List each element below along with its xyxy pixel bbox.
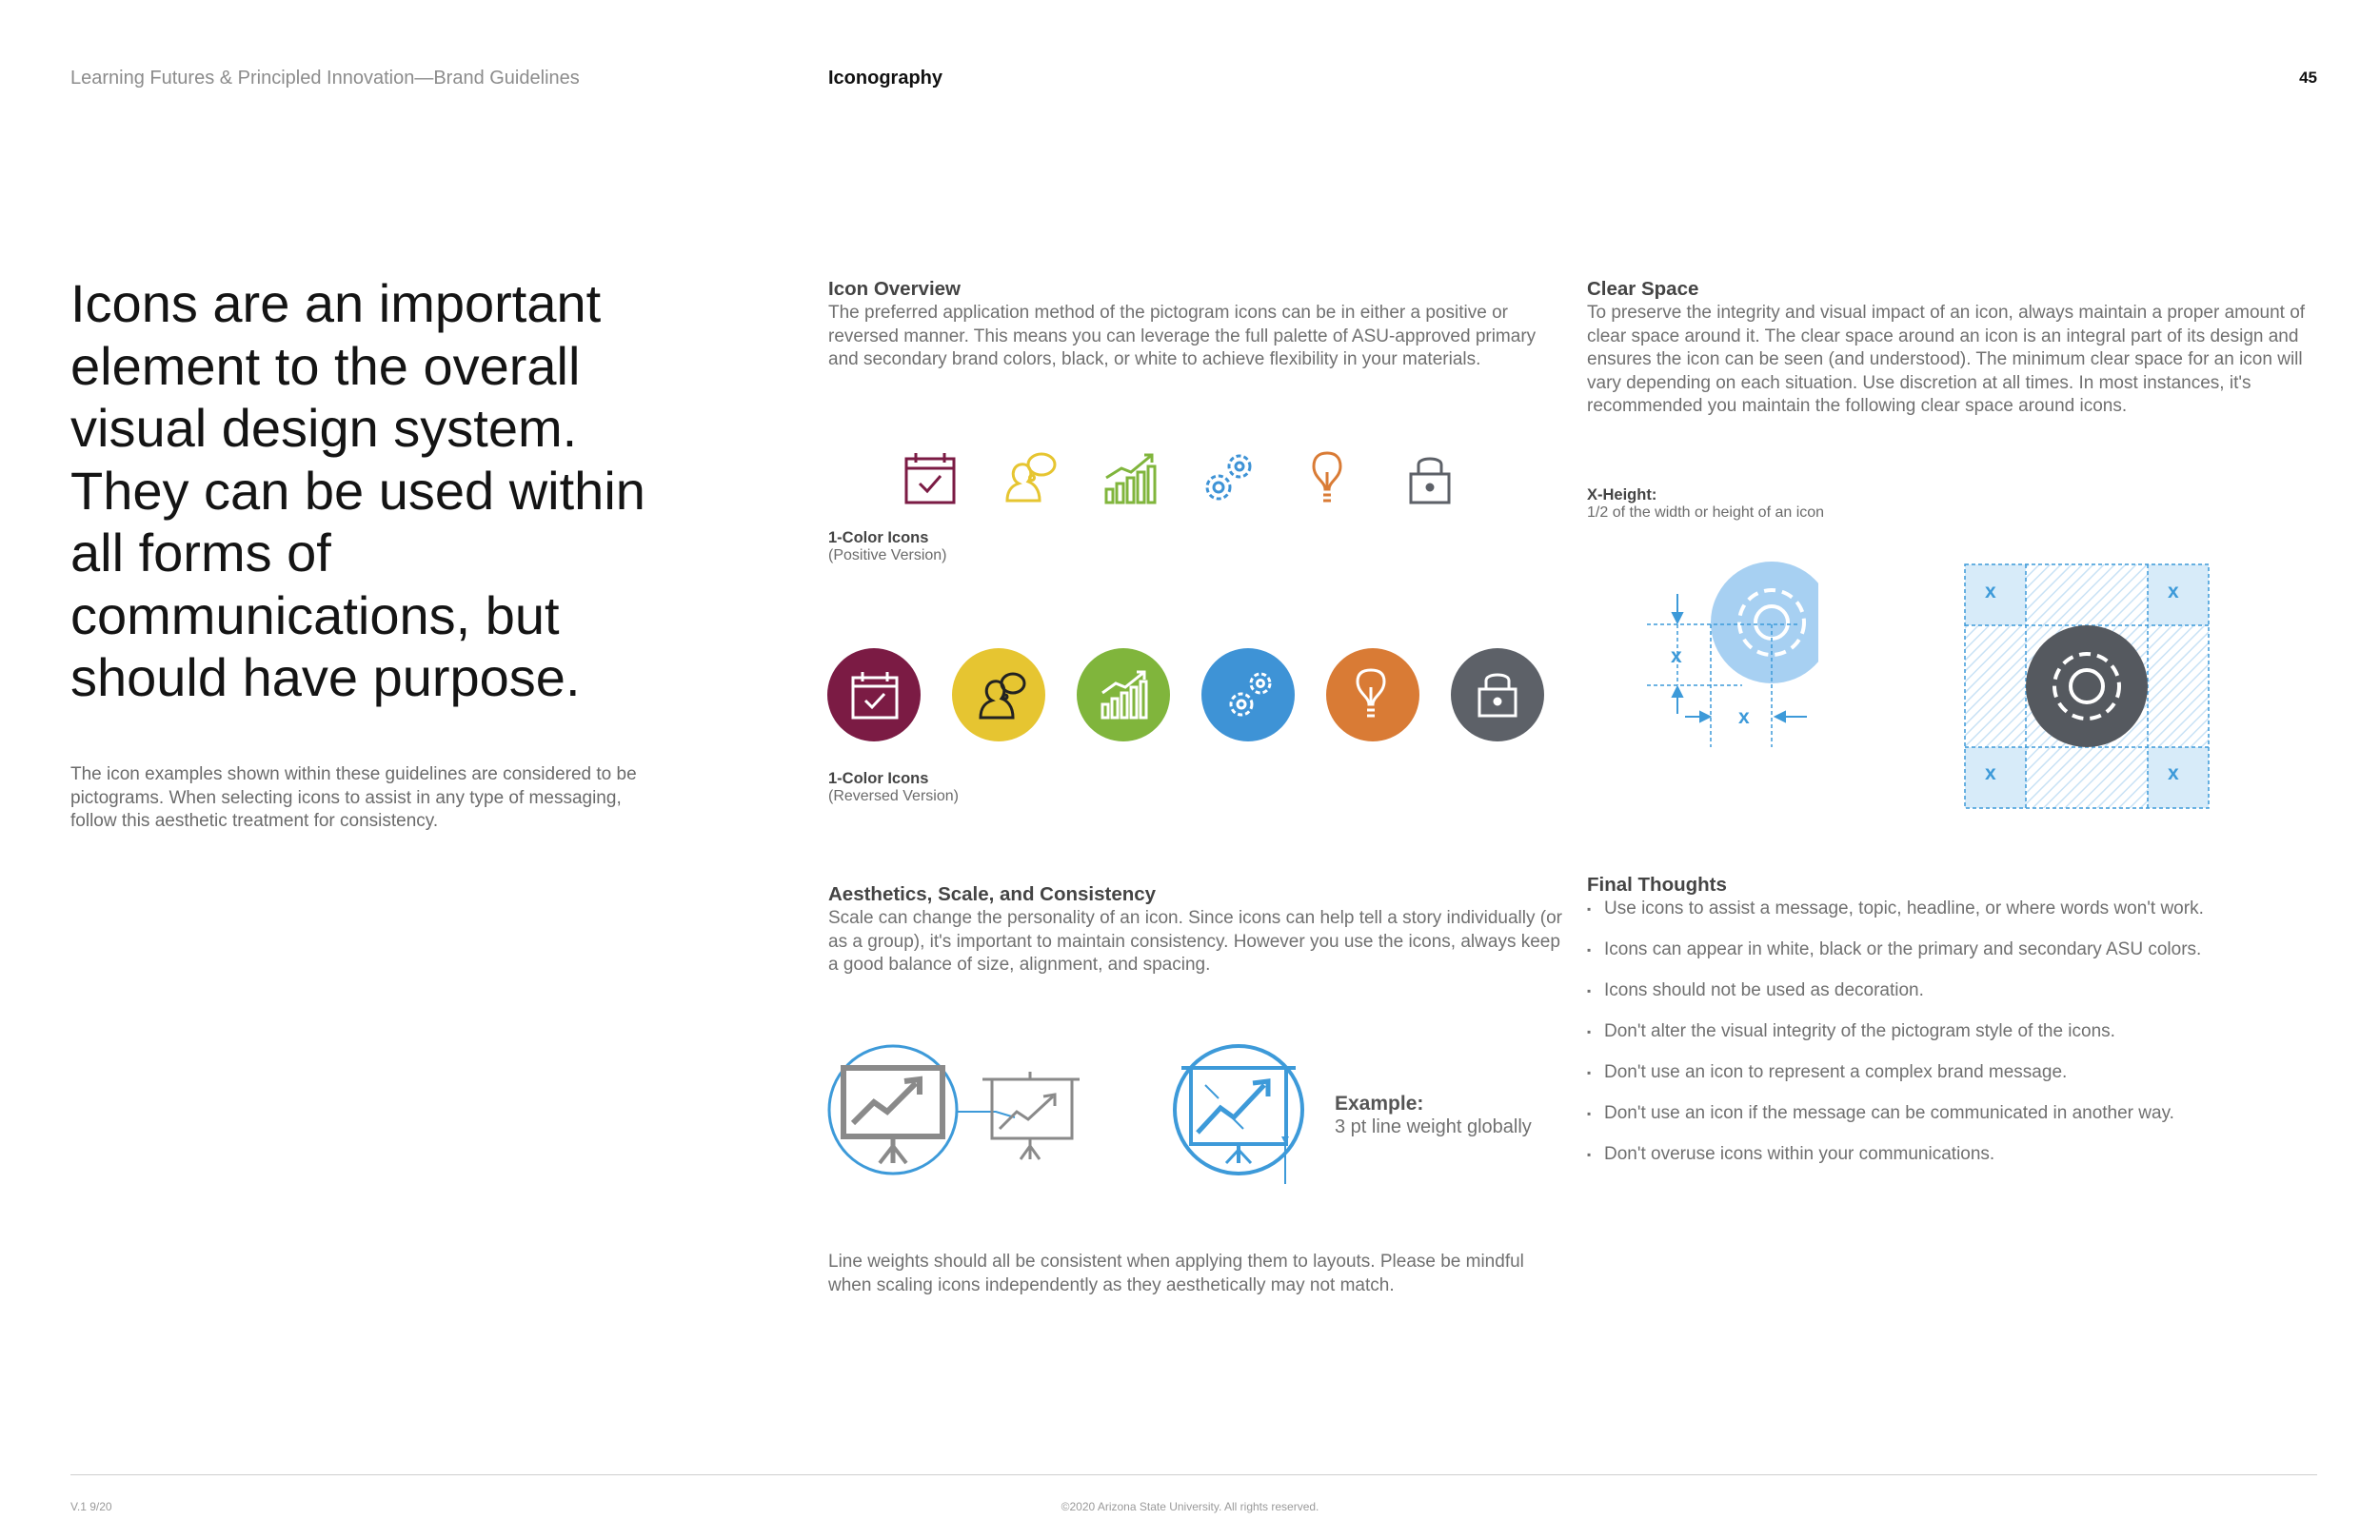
x-mark: x: [1671, 645, 1682, 667]
list-item: ▪ Don't use an icon to represent a complex brand message.: [1587, 1061, 2330, 1084]
positive-label-sub: (Positive Version): [828, 547, 947, 563]
list-item: ▪ Icons should not be used as decoration.: [1587, 979, 2330, 1002]
icon-overview-body: The preferred application method of the pictogram icons can be in either a positive or reversed manner. This means you can leverage the full palette of ASU-approved primary and secondary brand colors, black, or white to achieve flexibility in your materials.: [828, 303, 1537, 369]
clear-space-title: Clear Space: [1587, 278, 1699, 300]
list-item: ▪ Don't use an icon if the message can be communicated in another way.: [1587, 1102, 2330, 1125]
growth-chart-icon: [1077, 648, 1170, 741]
final-thoughts-title: Final Thoughts: [1587, 874, 1727, 896]
gears-icon: [1207, 456, 1250, 499]
footer-version: V.1 9/20: [70, 1500, 112, 1513]
xheight-title: X-Height:: [1587, 486, 1657, 503]
aesthetics-title: Aesthetics, Scale, and Consistency: [828, 883, 1157, 905]
running-header: Learning Futures & Principled Innovation—Brand Guidelines: [70, 68, 580, 89]
list-item: ▪ Use icons to assist a message, topic, headline, or where words won't work.: [1587, 898, 2330, 920]
aesthetics-body: Scale can change the personality of an icon. Since icons can help tell a story individually (or as a group), it's important to maintain consistency. However you use the icons, always keep a good balance of size, alignment, and spacing.: [828, 908, 1562, 975]
lightbulb-icon: [1314, 453, 1340, 501]
calendar-check-icon: [827, 648, 921, 741]
list-item: ▪ Don't overuse icons within your communications.: [1587, 1143, 2330, 1166]
reversed-label-sub: (Reversed Version): [828, 788, 959, 804]
final-thoughts-list: [1587, 898, 2330, 1184]
x-mark: x: [1738, 706, 1750, 728]
xheight-body: 1/2 of the width or height of an icon: [1587, 504, 1825, 521]
x-mark: x: [2168, 762, 2179, 784]
reversed-label-title: 1-Color Icons: [828, 770, 929, 787]
x-mark: x: [1985, 762, 1996, 784]
padlock-icon: [1411, 459, 1449, 503]
section-title: Iconography: [828, 68, 943, 89]
x-mark: x: [2168, 581, 2179, 602]
line-weight-examples: [824, 1041, 1319, 1194]
person-thought-icon: [952, 648, 1045, 741]
calendar-check-icon: [906, 453, 954, 503]
footer-divider: [70, 1474, 2317, 1475]
line-weight-note: Line weights should all be consistent when applying them to layouts. Please be mindful when scaling icons independently as they aesthetically may not match.: [828, 1252, 1524, 1295]
page-number: 45: [2299, 69, 2317, 87]
icon-overview-title: Icon Overview: [828, 278, 962, 300]
list-item: ▪ Don't alter the visual integrity of the pictogram style of the icons.: [1587, 1020, 2330, 1043]
reversed-icons-row: [826, 645, 1550, 744]
clear-space-body: To preserve the integrity and visual impact of an icon, always maintain a proper amount of clear space around it. The clear space around an icon is an integral part of its design and ensures the icon can be seen (and understood). The minimum clear space for an icon will vary depending on each situation. Use discretion at all times. In most instances, it's recommended you maintain the following clear space around icons.: [1587, 303, 2306, 416]
page-headline: Icons are an important element to the overall visual design system. They can be used within all forms of communications, but should have purpose.: [70, 273, 645, 707]
presentation-chart-icon: [1175, 1046, 1302, 1184]
example-title: Example:: [1335, 1093, 1424, 1115]
person-thought-icon: [1007, 454, 1055, 501]
positive-icons-row: [895, 445, 1466, 512]
positive-label-title: 1-Color Icons: [828, 529, 929, 546]
example-body: 3 pt line weight globally: [1335, 1116, 1532, 1137]
lightbulb-icon: [1326, 648, 1419, 741]
list-item: ▪ Icons can appear in white, black or the primary and secondary ASU colors.: [1587, 938, 2330, 961]
intro-paragraph: The icon examples shown within these guidelines are considered to be pictograms. When selecting icons to assist in any type of messaging, follow this aesthetic treatment for consistency.: [70, 764, 637, 831]
gears-icon: [1201, 648, 1295, 741]
padlock-icon: [1451, 648, 1544, 741]
presentation-chart-icon: [829, 1046, 957, 1174]
growth-chart-icon: [1106, 455, 1155, 503]
presentation-chart-icon: [982, 1072, 1080, 1159]
footer-copyright: ©2020 Arizona State University. All rights reserved.: [1061, 1500, 1319, 1513]
x-mark: x: [1985, 581, 1996, 602]
